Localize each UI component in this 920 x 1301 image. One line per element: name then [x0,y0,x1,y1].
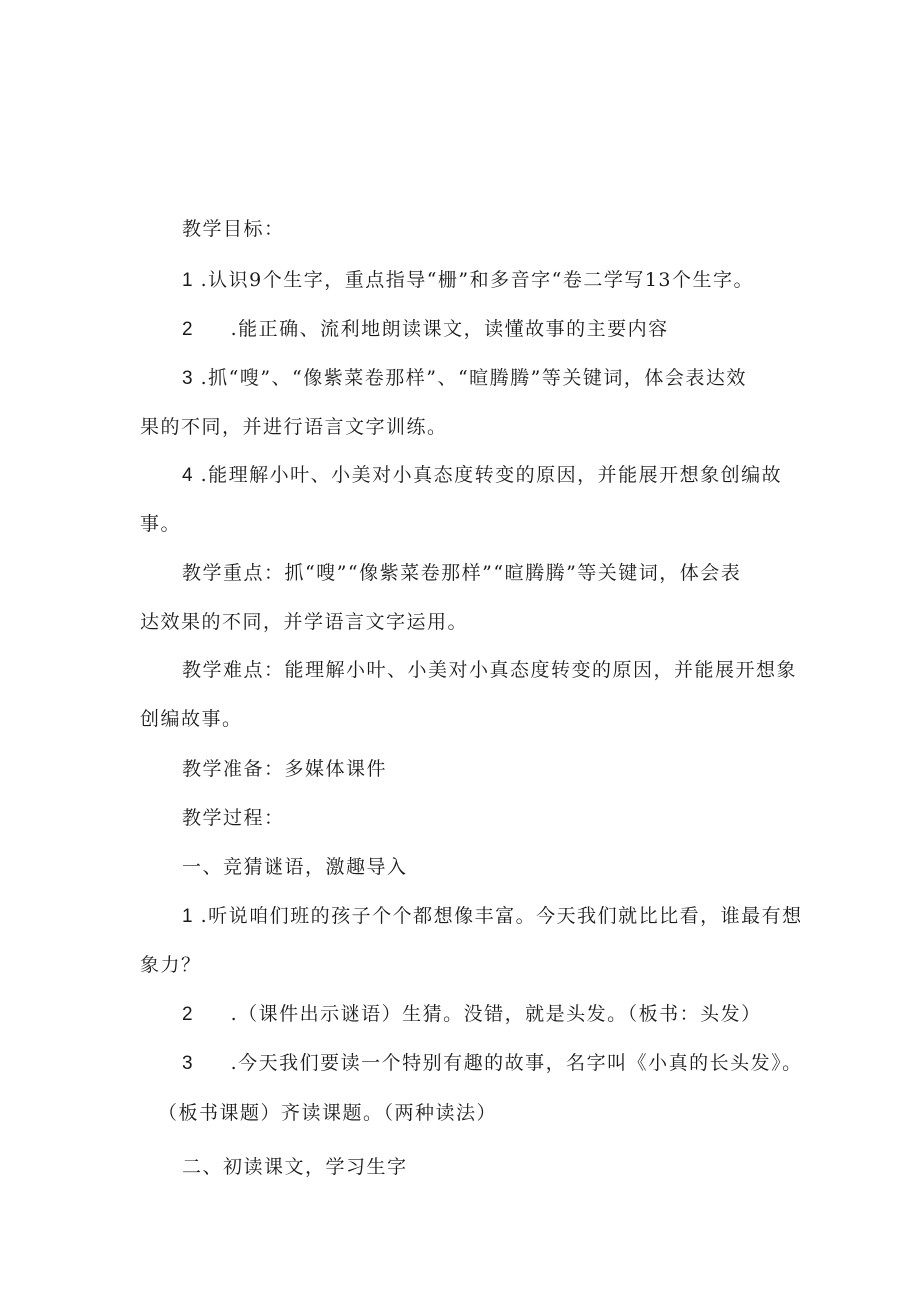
s1-item-3-line-2: （板书课题）齐读课题。（两种读法） [158,1102,498,1124]
goal-3-line-1 [182,365,747,392]
goal-3-line-2: 果的不同，并进行语言文字训练。 [140,416,448,438]
s1-item-1-line-1 [182,903,803,930]
difficulties-line-1: 教学难点：能理解小叶、小美对小真态度转变的原因，并能展开想象 [182,659,798,681]
key-points-line-1: 教学重点：抓“嗖”“像紫菜卷那样”“暄腾腾”等关键词，体会表 [182,562,742,584]
s1-item-3-number: 3 [182,1053,193,1074]
s1-item-1-number: 1 [182,906,193,927]
difficulties-line-2: 创编故事。 [140,708,243,730]
goal-4-number: 4 [182,465,193,486]
goals-heading: 教学目标： [182,218,285,240]
goal-1 [182,267,754,294]
s1-item-1-line-2: 象力？ [140,954,202,976]
process-heading: 教学过程： [182,807,285,829]
goal-3-text: .抓“嗖”、“像紫菜卷那样”、“暄腾腾”等关键词，体会表达效 [200,367,747,389]
s1-item-3-line-1 [182,1050,803,1077]
goal-4-text: .能理解小叶、小美对小真态度转变的原因，并能展开想象创编故 [200,464,783,486]
goal-2 [182,316,669,343]
s1-item-2-number: 2 [182,1004,193,1025]
goal-2-number: 2 [182,319,193,340]
goal-1-number: 1 [182,270,193,291]
key-points-line-2: 达效果的不同，并学语言文字运用。 [140,611,469,633]
s1-item-3-text: .今天我们要读一个特别有趣的故事，名字叫《小真的长头发》。 [230,1052,803,1074]
s1-item-1-text: .听说咱们班的孩子个个都想像丰富。今天我们就比比看，谁最有想 [200,905,803,927]
preparation: 教学准备：多媒体课件 [182,758,388,780]
goal-4-line-2: 事。 [140,513,182,535]
goal-1-text: .认识9个生字，重点指导“栅”和多音字“卷二学写13个生字。 [200,269,755,291]
goal-4-line-1 [182,462,782,489]
s1-item-2 [182,1001,762,1028]
goal-3-number: 3 [182,368,193,389]
section-1-heading: 一、竞猜谜语，激趣导入 [182,856,408,878]
goal-2-text: .能正确、流利地朗读课文，读懂故事的主要内容 [230,318,669,340]
s1-item-2-text: .（课件出示谜语）生猜。没错，就是头发。（板书：头发） [230,1003,762,1025]
section-2-heading: 二、初读课文，学习生字 [182,1156,408,1178]
